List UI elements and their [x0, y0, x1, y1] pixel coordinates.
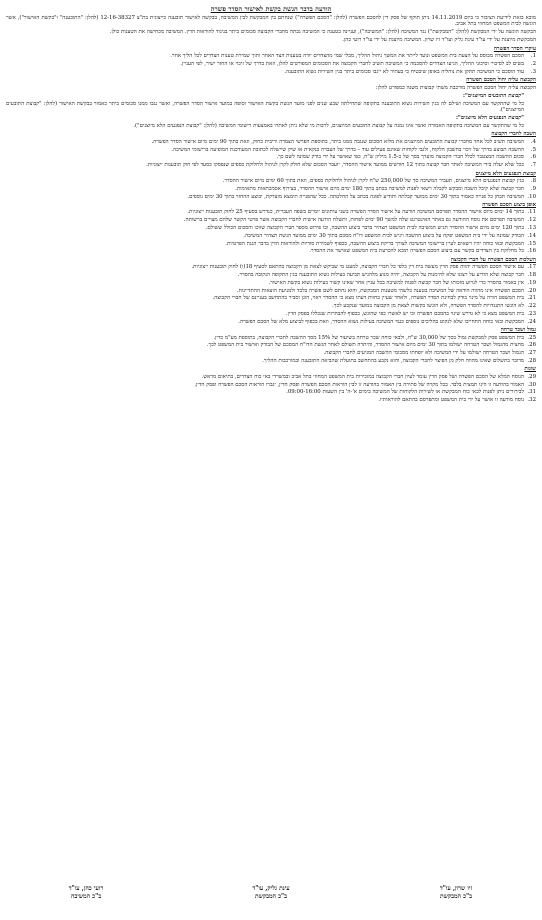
- clause-text: המבקשת ובאי כוחה יהיו רשאים לעיין ברישומי המשיבה לצורך בדיקת ביצוע ההשבה, בכפוף לשמירת סודיות ולהוראות הדין בדבר הגנת הפרטיות.: [225, 240, 524, 247]
- clause-text: בגין קבוצת הנפגעים הלא מיוצגים, תעביר המשיבה סך של 250,000 ש"ח לקרן לניהול ולחלוקת כספים, וזאת בתוך 60 ימים מיום אישור ההסדר.: [222, 178, 524, 185]
- clause-text: בתוך 14 ימים מיום אישור ההסדר תפרסם המשיבה הודעה על אישור הסדר הפשרה בשני עיתונים יומיים בשפה העברית, כנדרש בסעיף 25 לחוק תובענות ייצוגיות.: [187, 209, 524, 216]
- clause-item: [6, 61, 536, 67]
- misc-points-list: [6, 374, 536, 404]
- clause-number: 14.: [527, 232, 536, 239]
- clause-item: [6, 288, 536, 294]
- section-heading-fees: גמול ושכר טרחה: [500, 327, 536, 334]
- clause-item: [6, 350, 536, 356]
- clause-item: [6, 147, 536, 153]
- clause-text: המשיבה תפרסם את נוסח ההודעה גם באתר האינטרנט שלה למשך 90 ימים לפחות, ותשלח הודעה אישית לחברי הקבוצה אשר פרטי הקשר שלהם מצויים ברשותה.: [183, 217, 524, 224]
- clause-text: לא הוגשו התנגדויות להסדר הפשרה, ולא הוגשו בקשות לצאת מן הקבוצה במועד שנקבע לכך.: [332, 303, 524, 310]
- clause-text: מחצית מהגמול ושכר הטרחה ישולמו בתוך 30 ימים מיום אישור ההסדר, והיתרה תשולם לאחר הגשת הדו"ח המסכם של הבודק ואישור בית המשפט לכך.: [206, 342, 524, 349]
- clause-item: [6, 311, 536, 317]
- clause-text: האמור בהודעה זו הינו תמצית בלבד. בכל מקרה של סתירה בין האמור בהודעה זו לבין הוראות הסכם הפשרה ופסק הדין, יגברו הוראות הסכם הפשרה ופסק הדין.: [194, 381, 524, 388]
- clause-text: הבודק שמונה על ידי בית המשפט יפקח על ביצוע ההשבה ויגיש לבית המשפט דו"ח מסכם בתוך 30 ימים ממועד הגשת תצהיר המשיבה.: [243, 232, 524, 239]
- clause-item: [6, 374, 536, 380]
- clause-item: [6, 178, 536, 184]
- clause-item: [6, 233, 536, 239]
- clause-text: בית המשפט פסק למבקשת גמול בסך של 30,000 ש"ח, ולבאי כוחה שכר טרחה בשיעור של 15% מסך ההשבה לחברי הקבוצה, בתוספת מע"מ כדין.: [213, 334, 524, 341]
- clause-text: ככל שלא יעלה בידי המשיבה לאתר חבר קבוצה בתוך 12 חודשים ממועד אישור ההסדר, יועבר הסכום שלא חולק לקרן לניהול ולחלוקת כספים שנפסקו כסעד לפי חוק תובענות ייצוגיות.: [146, 162, 524, 169]
- section-heading-refund: השבה לחברי הקבוצה: [491, 131, 536, 138]
- clause-number: 22.: [527, 303, 536, 310]
- signature-left-role: ב"כ המשיבה: [70, 892, 102, 900]
- clause-item: [6, 358, 536, 364]
- section-heading-nonrep: קבוצת הנפגעים הלא מיוצגים: [475, 170, 536, 177]
- clause-number: 17.: [527, 264, 536, 271]
- group-intro: הקבוצה עליה יחול הסכם הפשרה מורכבת משתי קבוצות משנה כמפורט להלן:: [375, 84, 536, 91]
- clause-number: 26.: [527, 342, 536, 349]
- clause-number: 11.: [527, 209, 536, 216]
- clause-item: [6, 303, 536, 309]
- clause-number: 3.: [530, 68, 536, 75]
- clause-number: 21.: [527, 295, 536, 302]
- notice-title: הודעה בדבר הגשת בקשת לאישור הסדר פשרה: [210, 5, 332, 13]
- clause-text: הנוסח המלא של הסכם הפשרה ושל פסק הדין עומד לעיון חברי הקבוצה במזכירות בית המשפט המחוזי בתל אביב ובמשרדי באי כוח הצדדים, בתיאום מראש.: [201, 373, 524, 380]
- clause-number: 29.: [527, 373, 536, 380]
- clause-item: [6, 209, 536, 215]
- clause-item: [6, 69, 536, 75]
- clause-number: 2.: [530, 61, 536, 68]
- clause-number: 5.: [530, 146, 536, 153]
- clause-number: 1.: [530, 53, 536, 60]
- clause-item: [6, 389, 536, 395]
- clause-text: בית המשפט מצא כי לא נדרש שינוי בהסכם הפשרה וכי יש לאשרו כפי שהוגש, בכפוף להבהרות שנכללו בפסק הדין.: [285, 311, 524, 318]
- section-heading-misc: שונות: [524, 366, 536, 373]
- clause-item: [6, 217, 536, 223]
- clause-item: [6, 319, 536, 325]
- clause-item: [6, 154, 536, 160]
- clause-text: חבר קבוצה שלא קיבל השבה ומבקש לקבלה רשאי לפנות למשיבה בכתב בתוך 180 ימים מיום אישור ההסדר, בצירוף אסמכתאות מתאימות.: [235, 185, 524, 192]
- clause-number: 16.: [527, 248, 536, 255]
- notice-page: [6, 5, 536, 910]
- clause-text: כל מחלוקת בין הצדדים בקשר עם ביצוע הסכם הפשרה תובא להכרעת בית המשפט שאישר את ההסדר.: [309, 248, 524, 255]
- clause-text: בשים לב לסיכויי וסיכוני ההליך, הגיעו הצדדים להסכמה כי המשיבה תשיב לחברי הקבוצה את הסכומים המפורטים להלן, וזאת בדרך של זיכוי או החזר ישיר, לפי העניין.: [180, 61, 524, 68]
- section-heading-exclusion: השלכות הסכם הפשרה על חברי הקבוצה: [450, 256, 536, 263]
- clause-number: 27.: [527, 350, 536, 357]
- clause-item: [6, 194, 536, 200]
- clause-number: 8.: [530, 178, 536, 185]
- notice-points-list: [6, 209, 536, 254]
- clause-number: 18.: [527, 272, 536, 279]
- clause-text: עם אישור הסכם הפשרה יהווה פסק הדין מעשה בית דין כלפי כל חברי הקבוצה, למעט מי שביקש לצאת מן הקבוצה בהתאם לסעיף 18(ו) לחוק תובענות ייצוגיות.: [191, 264, 524, 271]
- clause-number: 20.: [527, 287, 536, 294]
- clause-item: [6, 248, 536, 254]
- signature-middle-name: עינת גליק, עו"ד: [252, 885, 290, 892]
- clause-item: [6, 225, 536, 231]
- signature-block: [26, 885, 516, 900]
- signature-right: [396, 885, 516, 900]
- clause-number: 23.: [527, 311, 536, 318]
- signature-right-role: ב"כ המבקשת: [439, 892, 473, 900]
- clause-text: מדובר בתשלום שאינו מהווה חלק מן הפיצוי לחברי הקבוצה, והוא נקבע בהתחשב בתועלת שהביאה התובענה ובמורכבות ההליך.: [262, 358, 524, 365]
- signature-left: [26, 885, 146, 900]
- clause-item: [6, 272, 536, 278]
- clause-text: חבר קבוצה שלא הודיע על רצונו שלא להימנות על הקבוצה, יהיה מנוע מלהגיש תביעה בעילות נשוא התובענה בגין התקופה הנקובה בהסדר.: [237, 272, 524, 279]
- section-heading-group: הקבוצה עליה יחול הסכם הפשרה: [466, 77, 536, 84]
- fees-points-list: [6, 335, 536, 365]
- clause-text: אין באמור בהסדר כדי לגרוע מזכותו של חבר קבוצה לפנות למשיבה בכל עניין אחר שאינו קשור בעילות נשוא בקשת האישור.: [268, 279, 524, 286]
- clause-number: 4.: [530, 138, 536, 145]
- clause-number: 32.: [527, 397, 536, 404]
- clause-number: 15.: [527, 240, 536, 247]
- clause-number: 28.: [527, 358, 536, 365]
- clause-text: הגמול ושכר הטרחה ישולמו על ידי המשיבה ולא יופחתו מסכומי ההשבה המגיעים לחברי הקבוצה.: [323, 350, 524, 357]
- main-points-list: [6, 53, 536, 75]
- clause-item: [6, 162, 536, 168]
- clause-text: בית המשפט הורה על מינוי בודק לבחינת הסדר הפשרה, ולאחר שעיין בחוות דעתו מצא כי ההסדר ראוי, הוגן וסביר בהתחשב בעניינם של חברי הקבוצה.: [212, 295, 524, 302]
- clause-number: 12.: [527, 217, 536, 224]
- clause-item: [6, 280, 536, 286]
- clause-text: המשיבה תשיב לכל אחד מחברי קבוצת התובעים המיוצגים את מלוא הסכום שנגבה ממנו ביתר, בתוספת הפרשי הצמדה וריבית כחוק, וזאת בתוך 90 ימים מיום אישור הסדר הפשרה.: [151, 138, 524, 145]
- clause-item: [6, 264, 536, 270]
- signature-middle-role: ב"כ המבקשת: [254, 892, 288, 900]
- clause-text: סכום ההשבה המצטבר לכלל חברי הקבוצה מוערך בסך של כ-1.5 מיליון ש"ח, כפי שאושר על ידי בודק שמונה לשם כך.: [276, 154, 524, 161]
- clause-text: המשיבה תבחן כל פנייה כאמור בתוך 30 ימים ממועד קבלתה ותודיע לפונה בכתב על החלטתה. ככל שהפנייה תימצא מוצדקת, יבוצע ההחזר בתוך 30 ימים נוספים.: [187, 193, 524, 200]
- clause-number: 24.: [527, 318, 536, 325]
- clause-number: 10.: [527, 193, 536, 200]
- clause-number: 31.: [527, 389, 536, 396]
- group-a-title: "קבוצת התובעים המיוצגים":: [463, 92, 524, 99]
- clause-text: בתוך 120 ימים מיום אישור ההסדר תגיש המשיבה לבית המשפט תצהיר בדבר ביצוע ההשבה, ובו פירוט מספר חברי הקבוצה שזוכו והסכום הכולל ששולם.: [205, 225, 524, 232]
- clause-number: 7.: [530, 162, 536, 169]
- clause-item: [6, 186, 536, 192]
- clause-text: הסכם הפשרה אינו מהווה הודאה של המשיבה בטענה כלשהי מטענות המבקשת, והוא נחתם לשם פשרה בלבד ולמניעת הוצאות ההתדיינות.: [236, 287, 524, 294]
- clause-item: [6, 295, 536, 301]
- clause-item: [6, 335, 536, 341]
- signature-middle: [211, 885, 331, 900]
- clause-number: 13.: [527, 225, 536, 232]
- clause-text: לבירורים ניתן לפנות לבאי כוח המבקשת או לשירות הלקוחות של המשיבה בימים א'-ה' בין השעות 09:00-16:00.: [286, 389, 524, 396]
- intro-paragraph-2: הבקשה הוגשה על ידי המבקשת (להלן: "המבקשת") נגד המשיבה (להלן: "המשיבה"), ועניינה בטענה כי המשיבה גבתה מחברי הקבוצה סכומים ביתר בניגוד להוראות הדין. המשיבה מכחישה את הטענות כולן.: [109, 29, 536, 36]
- clause-item: [6, 342, 536, 348]
- clause-text: עוד הוסכם כי המשיבה תתקן את נוהליה באופן שיבטיח כי בעתיד לא ייגבו סכומים ביתר בגין השירות נשוא התובענה.: [284, 68, 524, 75]
- clause-item: [6, 382, 536, 388]
- exclusion-points-list: [6, 264, 536, 325]
- group-a-text: כל מי שהתקשר עם המשיבה ושילם לה בגין השירות נשוא התובענה בתקופה שתחילתה שבע שנים לפני מועד הגשת בקשת האישור וסופה במועד אישור הסדר הפשרה, ואשר נגבו ממנו סכומים ביתר כאמור בבקשת האישור (להלן: "קבוצת התובעים המיוצגים").: [6, 100, 524, 114]
- clause-number: 6.: [530, 154, 536, 161]
- clause-item: [6, 397, 536, 403]
- clause-number: 25.: [527, 334, 536, 341]
- clause-number: 9.: [530, 185, 536, 192]
- section-heading-notices: אופן ביצוע הסכם הפשרה: [482, 202, 536, 209]
- clause-item: [6, 139, 536, 145]
- clause-item: [6, 53, 536, 59]
- signature-right-name: זיו שרון, עו"ד: [439, 885, 473, 892]
- group-b-title: "קבוצת הנפגעים הלא מיוצגים":: [455, 115, 524, 122]
- signature-left-name: רועי כהן, עו"ד: [68, 885, 104, 892]
- intro-paragraph-1: מובא בזאת לידיעת הציבור כי ביום 14.11.2019 ניתן תוקף של פסק דין להסכם הפשרה (להלן: "הסכם הפשרה") שנחתם בין המבקשת לבין המשיבה, בבקשה לאישור תובענה כייצוגית בת"צ 12-16-38327 (להלן: "התובענה" ו"בקשת האישור"), אשר הוגשה לבית המשפט המחוזי בתל אביב.: [6, 15, 536, 28]
- group-b-text: כל מי שהתקשר עם המשיבה בתקופה האמורה ואשר אינו נמנה על קבוצת התובעים המיוצגים, לרבות מי שלא ניתן לאתרו באמצעות רישומי המשיבה (להלן: "קבוצת הנפגעים הלא מיוצגים").: [133, 123, 524, 130]
- refund-points-list: [6, 139, 536, 169]
- clause-item: [6, 241, 536, 247]
- clause-number: 30.: [527, 381, 536, 388]
- intro-paragraph-3: המבקשת מיוצגת על ידי עו"ד עינת גליק ועו"ד זיו שרון. המשיבה מיוצגת על ידי עו"ד רועי כהן.: [342, 37, 536, 44]
- clause-text: ההשבה תבוצע בדרך של זיכוי בחשבון הלקוח, ולגבי לקוחות שאינם פעילים עוד – בדרך של העברה בנקאית או שיק שיישלח לכתובת המעודכנת המופיעה ברישומי המשיבה.: [171, 146, 524, 153]
- clause-text: נוסח מודעה זו אושר על ידי בית המשפט ומתפרסם בהתאם להוראותיו.: [378, 397, 524, 404]
- section-heading-main: עיקרי הסדר הפשרה: [493, 45, 536, 52]
- clause-number: 19.: [527, 279, 536, 286]
- clause-text: הסכם הפשרה מבוסס על הצעת בית המשפט ונועד לייתר את המשך ניהול ההליך, מבלי שמי מהצדדים יודה בטענות הצד האחר ותוך שמירת טענות הצדדים לכל הליך אחר.: [170, 53, 524, 60]
- clause-text: המבקשת ובאי כוחה התחייבו שלא לנקוט בהליכים נוספים כנגד המשיבה בעילות נשוא ההסדר, וזאת בכפוף לביצוע מלא של הסכם הפשרה.: [238, 318, 524, 325]
- nonrep-points-list: [6, 178, 536, 200]
